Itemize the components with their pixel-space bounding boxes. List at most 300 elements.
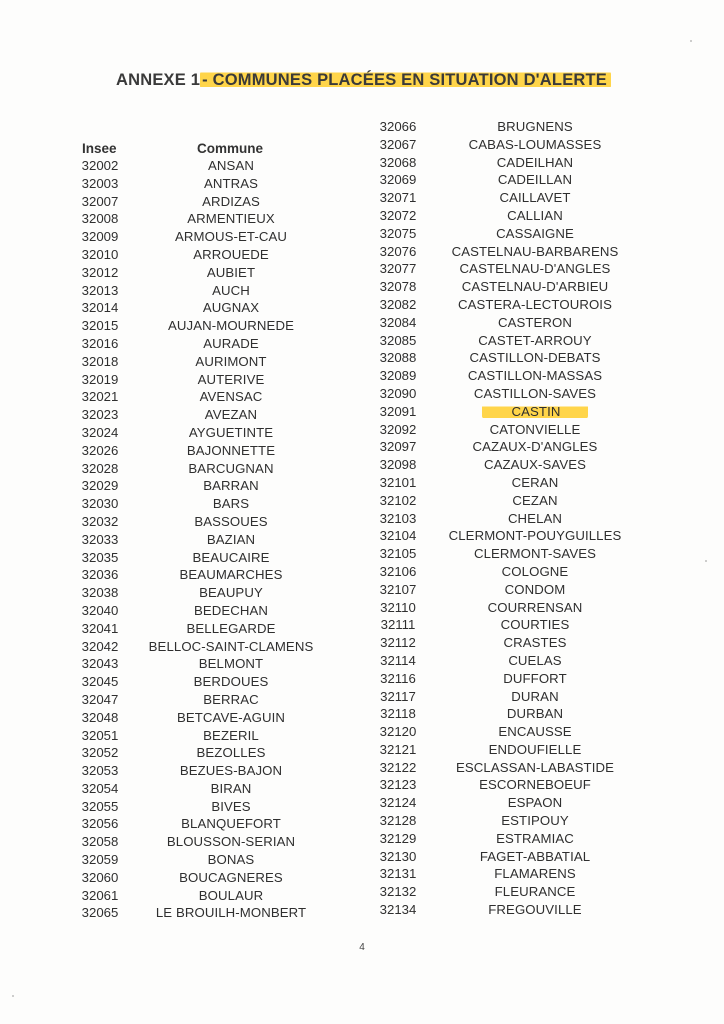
commune-row (368, 510, 688, 528)
commune-name-cell (440, 759, 630, 777)
commune-row (368, 225, 688, 243)
commune-row (60, 780, 360, 798)
commune-name: CRASTES (503, 635, 567, 651)
commune-name-cell (440, 581, 630, 599)
scan-speck (690, 40, 692, 42)
commune-name-cell (440, 527, 630, 545)
commune-name: BIVES (211, 798, 251, 814)
commune-row (60, 477, 360, 495)
commune-row (60, 549, 360, 567)
commune-name: CASTELNAU-D'ARBIEU (461, 279, 609, 295)
insee-code: 32134 (379, 902, 417, 918)
commune-name: CUELAS (508, 652, 562, 668)
insee-code: 32040 (81, 602, 119, 618)
commune-row (60, 442, 360, 460)
scan-speck (705, 560, 707, 562)
insee-code: 32102 (379, 492, 417, 508)
insee-code: 32104 (379, 528, 417, 544)
commune-name: BELLEGARDE (186, 620, 276, 636)
commune-row (368, 243, 688, 261)
commune-name-cell (130, 477, 332, 495)
commune-row (368, 171, 688, 189)
insee-code: 32078 (379, 279, 417, 295)
page-title (116, 71, 611, 90)
commune-name-cell (130, 175, 332, 193)
insee-code: 32129 (379, 830, 417, 846)
commune-name-cell (130, 282, 332, 300)
commune-row (368, 830, 688, 848)
insee-code: 32052 (81, 745, 119, 761)
commune-name-cell (130, 566, 332, 584)
commune-row (60, 299, 360, 317)
commune-row (368, 901, 688, 919)
commune-row (368, 705, 688, 723)
commune-name-cell (130, 513, 332, 531)
commune-row (60, 495, 360, 513)
commune-name: CASTELNAU-BARBARENS (451, 243, 619, 259)
insee-code: 32105 (379, 546, 417, 562)
commune-name-cell (130, 638, 332, 656)
insee-code: 32026 (81, 442, 119, 458)
commune-row (60, 851, 360, 869)
commune-name-cell (130, 353, 332, 371)
insee-code: 32128 (379, 813, 417, 829)
insee-code: 32067 (379, 136, 417, 152)
insee-code: 32015 (81, 318, 119, 334)
commune-name: CAILLAVET (499, 190, 571, 206)
commune-row (368, 260, 688, 278)
commune-name: BRUGNENS (497, 119, 573, 134)
commune-name-cell (440, 314, 630, 332)
insee-code: 32103 (379, 510, 417, 526)
commune-name: ARMENTIEUX (187, 211, 275, 227)
commune-row (60, 460, 360, 478)
insee-code: 32117 (380, 688, 416, 704)
commune-name: CASSAIGNE (496, 225, 574, 241)
commune-name-cell (130, 851, 332, 869)
commune-name-cell (440, 474, 630, 492)
commune-row (368, 723, 688, 741)
commune-row (60, 193, 360, 211)
commune-row (368, 670, 688, 688)
commune-name: BEAUCAIRE (192, 549, 270, 565)
commune-name: CASTIN (482, 404, 589, 419)
insee-code: 32060 (81, 869, 119, 885)
commune-row (60, 798, 360, 816)
insee-code: 32058 (81, 834, 119, 850)
commune-name: BEAUPUY (199, 585, 263, 601)
insee-code: 32056 (81, 816, 119, 832)
commune-name: ESTRAMIAC (496, 830, 574, 846)
commune-row (368, 136, 688, 154)
commune-name: AURADE (203, 335, 259, 351)
commune-name: ESPAON (507, 795, 563, 811)
commune-name: ARROUEDE (193, 246, 269, 262)
commune-row (60, 335, 360, 353)
commune-name-cell (130, 317, 332, 335)
commune-name-cell (130, 210, 332, 228)
commune-name: BLOUSSON-SERIAN (166, 834, 296, 850)
commune-row (368, 154, 688, 172)
commune-name: AUCH (212, 282, 250, 298)
commune-name-cell (440, 207, 630, 225)
commune-name-cell (440, 599, 630, 617)
commune-name-cell (440, 616, 630, 634)
insee-code: 32068 (379, 154, 417, 170)
commune-name: BAJONNETTE (186, 442, 276, 458)
insee-code: 32084 (379, 314, 417, 330)
insee-code: 32043 (81, 656, 119, 672)
commune-name-cell (440, 652, 630, 670)
insee-code: 32029 (81, 478, 119, 494)
commune-name-cell (130, 691, 332, 709)
commune-row (60, 246, 360, 264)
commune-row (60, 833, 360, 851)
commune-name: BEZUES-BAJON (179, 763, 283, 779)
commune-name: BONAS (207, 852, 255, 868)
commune-name: COLOGNE (501, 563, 569, 579)
insee-code: 32065 (81, 905, 119, 921)
commune-row (368, 492, 688, 510)
commune-name-cell (130, 424, 332, 442)
commune-row (60, 584, 360, 602)
left-commune-list (60, 157, 360, 922)
commune-name-cell (130, 798, 332, 816)
commune-row (60, 353, 360, 371)
commune-name-cell (130, 620, 332, 638)
commune-row (60, 424, 360, 442)
commune-name-cell (130, 264, 332, 282)
insee-code: 32130 (379, 848, 417, 864)
commune-name-cell (130, 904, 332, 922)
insee-code: 32018 (81, 353, 119, 369)
commune-name: AVENSAC (199, 389, 263, 405)
commune-name-cell (130, 549, 332, 567)
commune-row (60, 210, 360, 228)
commune-name-cell (440, 260, 630, 278)
commune-name: ARDIZAS (202, 193, 260, 209)
commune-row (60, 691, 360, 709)
commune-name: BEAUMARCHES (179, 567, 283, 583)
commune-name: BERRAC (203, 691, 259, 707)
commune-name: FREGOUVILLE (488, 902, 582, 918)
insee-code: 32114 (380, 652, 416, 668)
commune-row (368, 545, 688, 563)
commune-name: BEZERIL (203, 727, 259, 743)
column-header-commune: Commune (197, 141, 264, 156)
commune-name: ESCORNEBOEUF (479, 777, 591, 793)
commune-name: CHELAN (507, 510, 563, 526)
commune-name: FLAMARENS (494, 866, 576, 882)
insee-code: 32090 (379, 385, 417, 401)
commune-row (60, 602, 360, 620)
insee-code: 32003 (81, 175, 119, 191)
commune-row (368, 456, 688, 474)
commune-name-cell (130, 744, 332, 762)
insee-code: 32014 (81, 300, 119, 316)
insee-code: 32077 (379, 261, 417, 277)
commune-name: AYGUETINTE (188, 424, 274, 440)
insee-code: 32091 (379, 403, 417, 419)
commune-row (60, 869, 360, 887)
commune-row (60, 744, 360, 762)
commune-row (60, 388, 360, 406)
insee-code: 32071 (379, 190, 417, 206)
commune-name-cell (440, 171, 630, 189)
commune-name-cell (130, 673, 332, 691)
commune-name: CERAN (511, 474, 559, 490)
insee-code: 32054 (81, 780, 119, 796)
insee-code: 32110 (380, 599, 416, 615)
commune-row (368, 848, 688, 866)
commune-name: CASTILLON-SAVES (473, 385, 597, 401)
insee-code: 32124 (379, 795, 417, 811)
insee-code: 32076 (379, 243, 417, 259)
commune-name-cell (440, 510, 630, 528)
commune-name-cell (440, 741, 630, 759)
insee-code: 32082 (379, 296, 417, 312)
commune-name-cell (130, 193, 332, 211)
insee-code: 32101 (379, 474, 417, 490)
insee-code: 32035 (81, 549, 119, 565)
commune-row (60, 638, 360, 656)
insee-code: 32041 (81, 620, 119, 636)
commune-name: FLEURANCE (494, 884, 576, 900)
commune-name: CASTERA-LECTOUROIS (458, 296, 612, 312)
commune-row (368, 616, 688, 634)
commune-name: BEZOLLES (196, 745, 266, 761)
commune-name: CAZAUX-D'ANGLES (472, 439, 598, 455)
insee-code: 32116 (380, 670, 416, 686)
commune-name-cell (130, 495, 332, 513)
insee-code: 32047 (81, 691, 119, 707)
insee-code: 32097 (379, 439, 417, 455)
insee-code: 32013 (81, 282, 119, 298)
commune-name: FAGET-ABBATIAL (479, 848, 591, 864)
commune-name-cell (130, 371, 332, 389)
commune-name: BOULAUR (198, 887, 264, 903)
commune-name: AUBIET (206, 264, 256, 280)
insee-code: 32121 (379, 741, 417, 757)
commune-row (368, 741, 688, 759)
insee-code: 32123 (379, 777, 417, 793)
commune-name-cell (130, 157, 332, 175)
commune-row (60, 531, 360, 549)
insee-code: 32033 (81, 531, 119, 547)
insee-code: 32061 (81, 887, 119, 903)
commune-name-cell (440, 296, 630, 314)
insee-code: 32016 (81, 335, 119, 351)
insee-code: 32118 (380, 706, 416, 722)
insee-code: 32107 (379, 581, 417, 597)
commune-row (60, 228, 360, 246)
commune-row (60, 709, 360, 727)
commune-name-cell (440, 848, 630, 866)
commune-name-cell (130, 460, 332, 478)
insee-code: 32024 (81, 424, 119, 440)
commune-name-cell (440, 794, 630, 812)
commune-name-cell (130, 531, 332, 549)
commune-name: CEZAN (512, 492, 558, 508)
page-number: 4 (359, 942, 365, 953)
commune-name-cell (130, 228, 332, 246)
commune-row (368, 759, 688, 777)
insee-code: 32075 (379, 225, 417, 241)
commune-name-cell (130, 869, 332, 887)
commune-name: BOUCAGNERES (179, 869, 283, 885)
scan-speck (12, 995, 14, 997)
commune-row (368, 189, 688, 207)
commune-name: BELLOC-SAINT-CLAMENS (148, 638, 314, 654)
insee-code: 32122 (379, 759, 417, 775)
commune-row (368, 563, 688, 581)
commune-row-highlighted (368, 403, 688, 421)
commune-name: CASTERON (497, 314, 573, 330)
commune-row (60, 566, 360, 584)
commune-name-cell (130, 815, 332, 833)
commune-name-cell (130, 709, 332, 727)
commune-name: DURAN (511, 688, 559, 704)
commune-row (368, 634, 688, 652)
commune-row (368, 421, 688, 439)
commune-name: AUGNAX (202, 300, 260, 316)
insee-code: 32048 (81, 709, 119, 725)
insee-code: 32007 (81, 193, 119, 209)
commune-row (368, 883, 688, 901)
commune-name-cell (440, 154, 630, 172)
commune-name: ANTRAS (203, 175, 259, 191)
commune-row (368, 794, 688, 812)
insee-code: 32053 (81, 763, 119, 779)
commune-name-cell (130, 335, 332, 353)
commune-name-cell (440, 883, 630, 901)
commune-name: CLERMONT-SAVES (473, 546, 597, 562)
commune-name-cell (440, 901, 630, 919)
commune-row (60, 175, 360, 193)
commune-name-cell (440, 456, 630, 474)
insee-code: 32030 (81, 496, 119, 512)
commune-row (60, 406, 360, 424)
commune-name: ESCLASSAN-LABASTIDE (455, 759, 614, 775)
commune-row (368, 118, 688, 136)
right-commune-list (368, 118, 688, 919)
commune-name: CASTILLON-DEBATS (469, 350, 601, 366)
insee-code: 32036 (81, 567, 119, 583)
commune-name: ENDOUFIELLE (488, 741, 582, 757)
commune-row (368, 367, 688, 385)
commune-name: BERDOUES (193, 674, 269, 690)
commune-row (60, 904, 360, 922)
commune-row (368, 438, 688, 456)
commune-name-cell (440, 723, 630, 741)
commune-name: BEDECHAN (193, 602, 269, 618)
commune-name: CONDOM (504, 581, 566, 597)
commune-name-cell (130, 655, 332, 673)
commune-row (368, 581, 688, 599)
commune-name-cell (440, 243, 630, 261)
commune-name-cell (440, 830, 630, 848)
commune-row (368, 278, 688, 296)
insee-code: 32002 (81, 158, 119, 173)
commune-name-cell (440, 385, 630, 403)
commune-name: AUTERIVE (197, 371, 265, 387)
commune-row (60, 620, 360, 638)
commune-name: CASTELNAU-D'ANGLES (459, 261, 611, 277)
commune-name-cell (440, 367, 630, 385)
commune-name-cell (130, 442, 332, 460)
commune-row (60, 887, 360, 905)
commune-name: LE BROUILH-MONBERT (155, 905, 307, 921)
commune-name: CLERMONT-POUYGUILLES (448, 528, 622, 544)
title-highlighted-text: - COMMUNES PLACÉES EN SITUATION D'ALERTE (200, 71, 611, 89)
commune-name-cell (440, 670, 630, 688)
insee-code: 32051 (81, 727, 119, 743)
commune-name-cell (130, 406, 332, 424)
commune-name: BARCUGNAN (188, 460, 274, 476)
insee-code: 32023 (81, 407, 119, 423)
commune-name-cell (440, 332, 630, 350)
commune-name: CASTILLON-MASSAS (467, 368, 603, 384)
commune-name-cell (130, 727, 332, 745)
commune-name-cell (130, 246, 332, 264)
commune-name-cell (130, 833, 332, 851)
commune-name: BIRAN (210, 780, 252, 796)
insee-code: 32098 (379, 457, 417, 473)
insee-code: 32072 (379, 207, 417, 223)
commune-name: ARMOUS-ET-CAU (175, 229, 287, 245)
commune-name-cell (440, 349, 630, 367)
commune-name: BLANQUEFORT (181, 816, 281, 832)
commune-row (60, 317, 360, 335)
commune-name-cell (440, 776, 630, 794)
insee-code: 32055 (81, 798, 119, 814)
commune-row (60, 264, 360, 282)
insee-code: 32028 (81, 460, 119, 476)
commune-name-cell (130, 602, 332, 620)
title-lead: ANNEXE 1 (116, 71, 201, 89)
insee-code: 32032 (81, 513, 119, 529)
commune-row (368, 385, 688, 403)
insee-code: 32066 (379, 119, 417, 134)
insee-code: 32069 (379, 172, 417, 188)
commune-name: DURBAN (506, 706, 564, 722)
commune-name-cell (440, 403, 630, 421)
commune-name: AVEZAN (204, 407, 258, 423)
commune-name: DUFFORT (503, 670, 567, 686)
commune-row (368, 332, 688, 350)
commune-name-cell (440, 136, 630, 154)
insee-code: 32021 (81, 389, 119, 405)
commune-name-cell (440, 278, 630, 296)
commune-row (60, 157, 360, 175)
commune-row (60, 762, 360, 780)
insee-code: 32008 (81, 211, 119, 227)
insee-code: 32112 (380, 635, 416, 651)
commune-name: BASSOUES (194, 513, 268, 529)
commune-name: COURRENSAN (487, 599, 583, 615)
commune-row (368, 652, 688, 670)
commune-name: AURIMONT (195, 353, 267, 369)
commune-name-cell (130, 762, 332, 780)
commune-row (368, 349, 688, 367)
commune-name: CADEILHAN (496, 154, 574, 170)
insee-code: 32088 (379, 350, 417, 366)
commune-row (368, 474, 688, 492)
commune-row (368, 812, 688, 830)
commune-name-cell (440, 688, 630, 706)
commune-name: CALLIAN (507, 207, 563, 223)
commune-row (368, 527, 688, 545)
